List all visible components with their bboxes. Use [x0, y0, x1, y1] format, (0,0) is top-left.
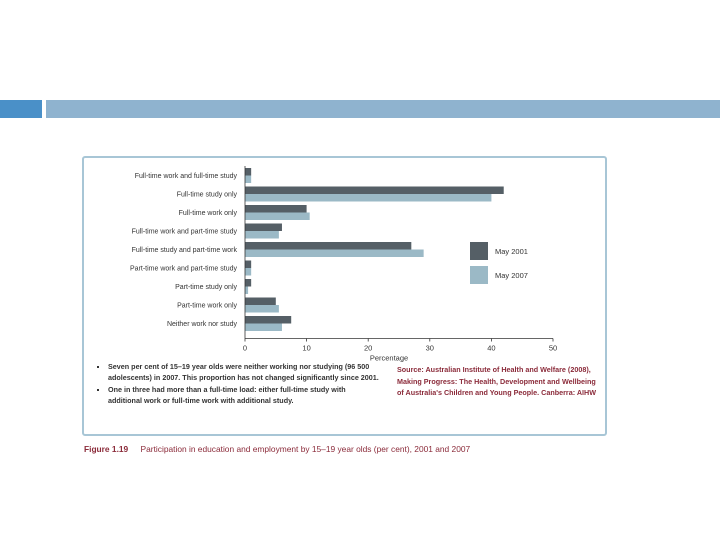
- legend-swatch: [470, 266, 488, 284]
- bar-series-2: [245, 287, 248, 295]
- x-tick-label: 30: [425, 343, 434, 353]
- bar-series-1: [245, 279, 251, 287]
- legend-swatch: [470, 242, 488, 260]
- category-label: Full-time work only: [178, 210, 237, 217]
- bar-series-1: [245, 205, 307, 213]
- x-tick-label: 0: [242, 343, 248, 353]
- bar-series-1: [245, 224, 282, 232]
- bar-series-1: [245, 168, 251, 176]
- category-label: Neither work nor study: [166, 321, 237, 328]
- x-tick-label: 40: [487, 343, 496, 353]
- category-label: Part-time work only: [177, 302, 237, 310]
- x-axis-label: Percentage: [369, 353, 409, 363]
- bar-series-2: [245, 176, 251, 184]
- bar-series-2: [245, 213, 310, 221]
- bar-series-2: [245, 305, 279, 313]
- x-tick-label: 20: [364, 343, 373, 353]
- note-item: ▪ Seven per cent of 15–19 year olds were neither working nor studying (96 500 adolescents) in 2007. This proportion has not changed significantly since 2001.: [108, 362, 381, 383]
- bar-series-2: [245, 268, 251, 276]
- bar-series-2: [245, 250, 424, 258]
- figure-number: Figure 1.19: [84, 444, 129, 454]
- category-label: Full-time study and part-time work: [131, 247, 237, 254]
- category-label: Part-time study only: [175, 284, 237, 291]
- chart-notes: [96, 362, 381, 408]
- category-label: Full-time work and full-time study: [134, 173, 237, 180]
- category-label: Full-time work and part-time study: [131, 228, 237, 236]
- legend-label: May 2007: [495, 271, 528, 280]
- source-citation: Source: Australian Institute of Health and Welfare (2008), Making Progress: The Health, Development and Wellbeing of Australia's Children and Young People. Canberra: AIHW: [397, 365, 596, 397]
- bar-series-1: [245, 316, 291, 324]
- bar-series-1: [245, 261, 251, 269]
- bar-series-1: [245, 187, 504, 195]
- bar-series-2: [245, 231, 279, 239]
- bar-series-2: [245, 324, 282, 332]
- figure-caption: [84, 444, 470, 454]
- note-item: ▪ One in three had more than a full-time load: either full-time study with additional work or full-time work with additional study.: [108, 385, 381, 406]
- bar-series-2: [245, 194, 491, 202]
- category-label: Part-time work and part-time study: [130, 265, 237, 273]
- bar-series-1: [245, 242, 411, 250]
- bar-series-1: [245, 298, 276, 306]
- figure-caption-text: Participation in education and employment by 15–19 year olds (per cent), 2001 and 2007: [140, 444, 471, 454]
- category-label: Full-time study only: [176, 191, 237, 199]
- x-tick-label: 10: [302, 343, 311, 353]
- legend-label: May 2001: [495, 247, 528, 256]
- x-tick-label: 50: [548, 343, 558, 353]
